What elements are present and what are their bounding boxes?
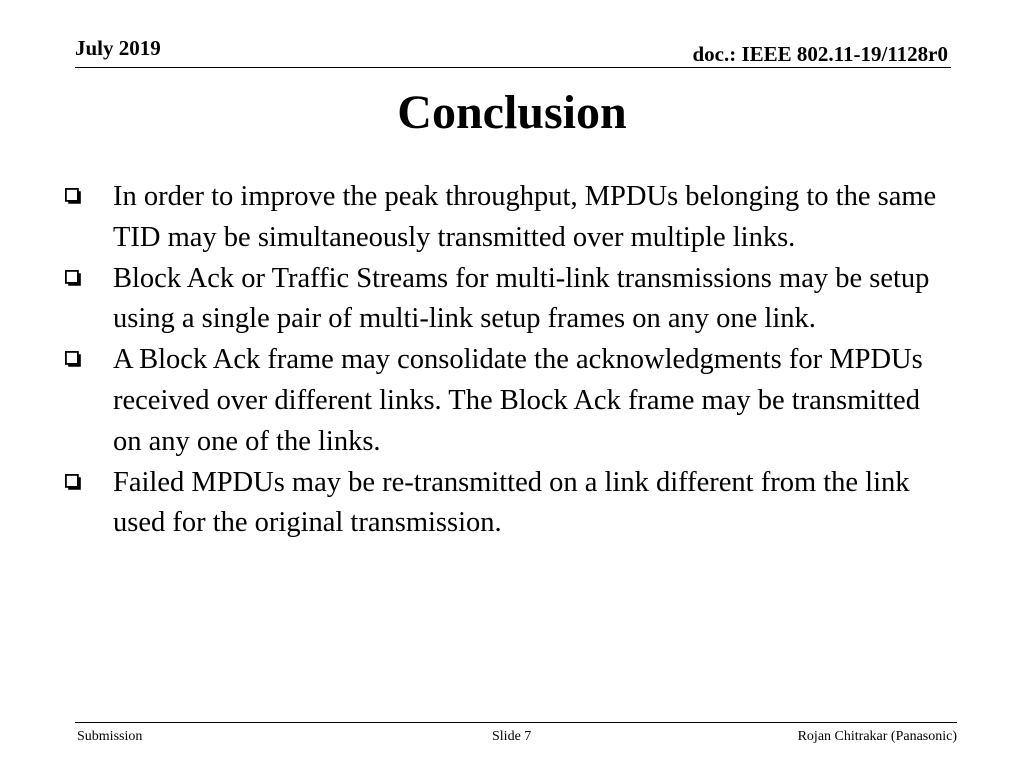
- checkbox-square-icon: [65, 270, 81, 286]
- footer-divider: [75, 722, 957, 723]
- bullet-list: [62, 177, 952, 544]
- bullet-item: [62, 463, 952, 545]
- document-id: doc.: IEEE 802.11-19/1128r0: [692, 42, 948, 66]
- checkbox-square-icon: [65, 351, 81, 367]
- slide-title: Conclusion: [397, 86, 627, 139]
- header-date: July 2019: [75, 36, 161, 60]
- bullet-text: Failed MPDUs may be re-transmitted on a link different from the link used for the original transmission.: [113, 466, 910, 539]
- footer-submission: Submission: [77, 729, 143, 744]
- checkbox-square-icon: [65, 474, 81, 490]
- footer-author: Rojan Chitrakar (Panasonic): [797, 729, 957, 744]
- checkbox-square-icon: [65, 188, 81, 204]
- bullet-text: Block Ack or Traffic Streams for multi-link transmissions may be setup using a single pair of multi-link setup frames on any one link.: [113, 262, 930, 335]
- slide-number: Slide 7: [492, 729, 532, 744]
- bullet-text: In order to improve the peak throughput, MPDUs belonging to the same TID may be simultaneously transmitted over multiple links.: [113, 181, 937, 253]
- header-divider: [75, 67, 951, 68]
- bullet-item: [62, 340, 952, 462]
- bullet-item: [62, 177, 952, 259]
- bullet-item: [62, 259, 952, 341]
- bullet-text: A Block Ack frame may consolidate the acknowledgments for MPDUs received over different links. The Block Ack frame may be transmitted on any one of the links.: [113, 344, 923, 457]
